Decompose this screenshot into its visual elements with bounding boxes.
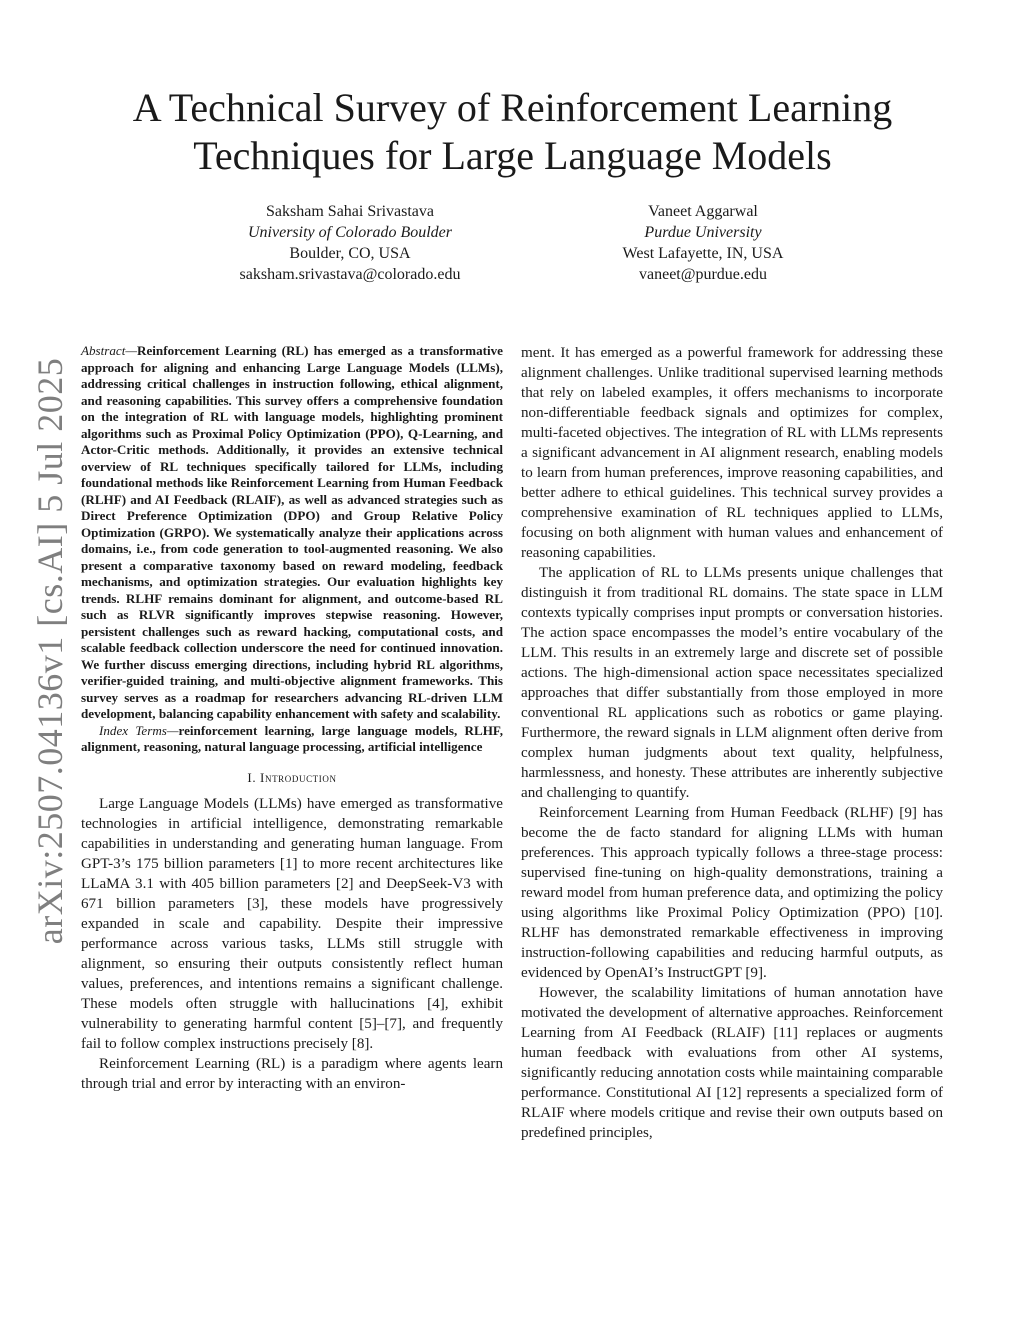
- section-title-text: Introduction: [260, 769, 337, 785]
- abstract-label: Abstract—: [81, 343, 138, 358]
- section-heading: [81, 770, 503, 786]
- author-email: vaneet@purdue.edu: [638, 266, 767, 283]
- author-location: Boulder, CO, USA: [289, 245, 411, 262]
- author-affiliation: University of Colorado Boulder: [248, 224, 452, 241]
- paragraph: Large Language Models (LLMs) have emerged as transformative technologies in artificial intelligence, demonstrating remarkable capabilities in understanding and generating human language. From GPT-3’s 175 billion parameters [1] to more recent architectures like LLaMA 3.1 with 405 billion parameters [2] and DeepSeek-V3 with 671 billion parameters [3], these models have progressively expanded in scale and capability. Despite their impressive performance across various tasks, LLMs still struggle with alignment, so ensuring their outputs consistently reflect human values, preferences, and intentions remains a significant challenge. These models often struggle with hallucinations [4], exhibit vulnerability to generating harmful content [5]–[7], and frequently fail to follow complex instructions precisely [8].: [81, 795, 503, 1052]
- paper-title-line-2: Techniques for Large Language Models: [193, 133, 832, 178]
- index-terms-text: reinforcement learning, large language models, RLHF, alignment, reasoning, natural language processing, artificial intelligence: [81, 722, 503, 754]
- paper-title-line-1: A Technical Survey of Reinforcement Learning: [132, 85, 893, 130]
- left-column: [81, 343, 503, 1094]
- paragraph: The application of RL to LLMs presents unique challenges that distinguish it from traditional RL domains. The state space in LLM contexts typically comprises input prompts or conversation histories. The action space encompasses the model’s entire vocabulary of the LLM. This results in an extremely large and discrete set of possible actions. The high-dimensional action space necessitates specialized approaches that differ substantially from those employed in more conventional RL applications such as robotics or game playing. Furthermore, the reward signals in LLM alignment often derive from complex human judgments about text quality, helpfulness, harmlessness, and honesty. These attributes are inherently subjective and challenging to quantify.: [521, 565, 943, 801]
- index-terms: [81, 723, 503, 756]
- author-email: saksham.srivastava@colorado.edu: [239, 266, 461, 283]
- arxiv-identifier: arXiv:2507.04136v1 [cs.AI] 5 Jul 2025: [30, 357, 70, 945]
- author-name: Vaneet Aggarwal: [648, 203, 758, 220]
- author-block-1: [200, 201, 500, 285]
- paper-title: [90, 84, 935, 180]
- paragraph: However, the scalability limitations of human annotation have motivated the development of alternative approaches. Reinforcement Learning from AI Feedback (RLAIF) [11] replaces or augments human feedback with evaluations from other AI systems, significantly reducing annotation costs while maintaining comparable performance. Constitutional AI [12] represents a specialized form of RLAIF where models critique and revise their own outputs based on predefined principles,: [521, 985, 943, 1141]
- author-name: Saksham Sahai Srivastava: [266, 203, 434, 220]
- author-location: West Lafayette, IN, USA: [622, 245, 784, 262]
- right-column: [521, 343, 943, 1143]
- author-affiliation: Purdue University: [644, 224, 762, 241]
- index-terms-label: Index Terms—: [99, 722, 179, 738]
- abstract: [81, 343, 503, 723]
- section-number: I.: [247, 769, 257, 785]
- paragraph: Reinforcement Learning (RL) is a paradigm where agents learn through trial and error by interacting with an environ-: [81, 1055, 503, 1092]
- abstract-text: Reinforcement Learning (RL) has emerged as a transformative approach for aligning and enhancing Large Language Models (LLMs), addressing critical challenges in instruction following, ethical alignment, and reasoning capabilities. This survey offers a comprehensive foundation on the integration of RL with language models, highlighting prominent algorithms such as Proximal Policy Optimization (PPO), Q-Learning, and Actor-Critic methods. Additionally, it provides an extensive technical overview of RL techniques specifically tailored for LLMs, including foundational methods like Reinforcement Learning from Human Feedback (RLHF) and AI Feedback (RLAIF), as well as advanced strategies such as Direct Preference Optimization (DPO) and Group Relative Policy Optimization (GRPO). We systematically analyze their applications across domains, i.e., from code generation to tool-augmented reasoning. We also present a comparative taxonomy based on reward modeling, feedback mechanisms, and optimization strategies. Our evaluation highlights key trends. RLHF remains dominant for alignment, and outcome-based RL such as RLVR significantly improves stepwise reasoning. However, persistent challenges such as reward hacking, computational costs, and scalable feedback collection underscore the need for continued innovation. We further discuss emerging directions, including hybrid RL algorithms, verifier-guided training, and multi-objective alignment frameworks. This survey serves as a roadmap for researchers advancing RL-driven LLM development, balancing capability enhancement with safety and scalability.: [81, 343, 503, 721]
- author-block-2: [553, 201, 853, 285]
- paragraph: ment. It has emerged as a powerful framework for addressing these alignment challenges. Unlike traditional supervised learning methods that rely on labeled examples, it offers mechanisms to incorporate non-differentiable feedback signals and optimizes for complex, multi-faceted objectives. The integration of RL with LLMs represents a significant advancement in AI alignment research, enabling models to learn from human preferences, improve reasoning capabilities, and better adhere to ethical guidelines. This technical survey provides a comprehensive examination of RL techniques applied to LLMs, focusing on both alignment with human values and enhancement of reasoning capabilities.: [521, 345, 943, 561]
- paragraph: Reinforcement Learning from Human Feedback (RLHF) [9] has become the de facto standard for aligning LLMs with human preferences. This approach typically follows a three-stage process: supervised fine-tuning on high-quality demonstrations, training a reward model from human preference data, and optimizing the policy using algorithms like Proximal Policy Optimization (PPO) [10]. RLHF has demonstrated remarkable effectiveness in improving instruction-following capabilities and reducing harmful outputs, as evidenced by OpenAI’s InstructGPT [9].: [521, 805, 943, 981]
